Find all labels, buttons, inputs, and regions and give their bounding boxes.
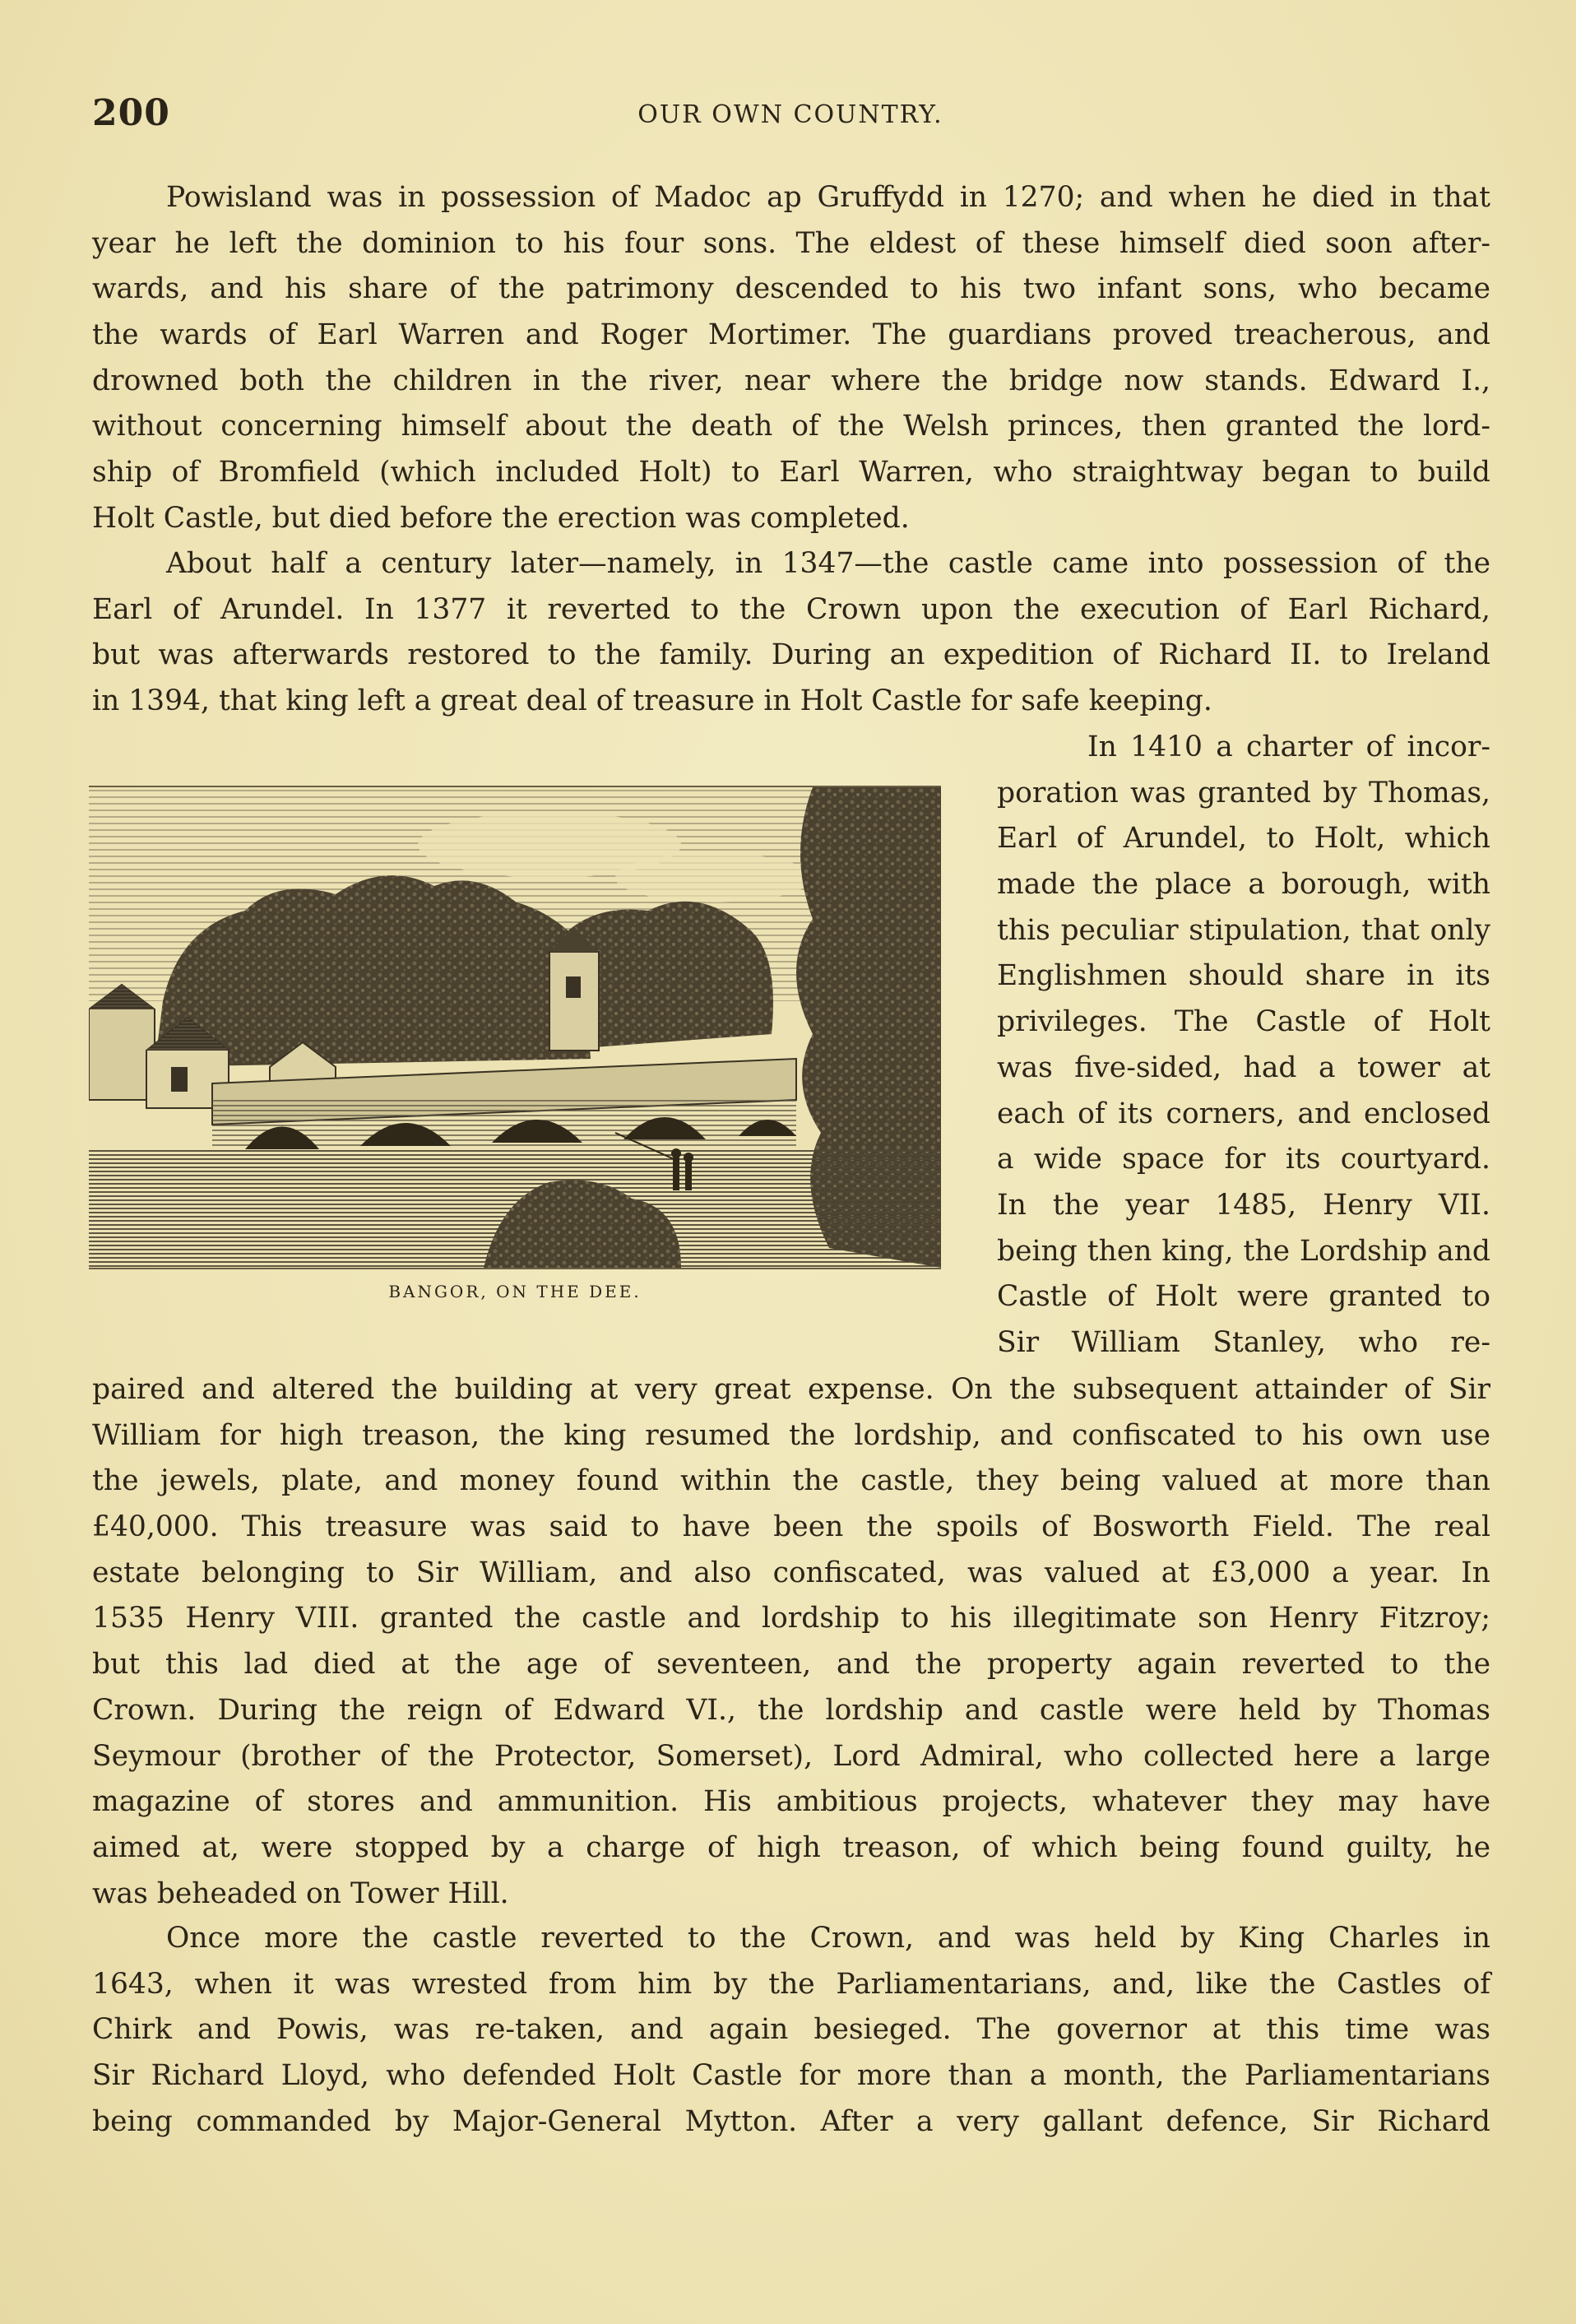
page-number: 200 (92, 92, 170, 134)
text-line: Once more the castle reverted to the Crown, and was held by King Charles in (166, 1922, 1490, 1955)
text-line: each of its corners, and enclosed (997, 1097, 1490, 1130)
illustration-caption: BANGOR, ON THE DEE. (388, 1282, 642, 1301)
running-title: OUR OWN COUNTRY. (637, 100, 943, 129)
text-line: About half a century later—namely, in 1347—the castle came into possession of the (166, 547, 1490, 580)
text-line: without concerning himself about the death of the Welsh princes, then granted the lord- (92, 410, 1490, 443)
text-line: the jewels, plate, and money found within the castle, they being valued at more than (92, 1464, 1490, 1498)
text-line: Powisland was in possession of Madoc ap Gruffydd in 1270; and when he died in that (166, 181, 1490, 214)
running-head (92, 92, 1489, 141)
text-line: Castle of Holt were granted to (997, 1280, 1490, 1314)
paragraph-4 (92, 1916, 1490, 2145)
engraving-bangor-on-the-dee (89, 786, 941, 1269)
text-line: in 1394, that king left a great deal of treasure in Holt Castle for safe keeping. (92, 684, 1212, 718)
paragraph-3-continued (92, 1367, 1490, 1917)
text-line: William for high treason, the king resumed the lordship, and confiscated to his own use (92, 1418, 1490, 1452)
text-line: was five-sided, had a tower at (997, 1051, 1490, 1084)
text-line: drowned both the children in the river, near where the bridge now stands. Edward I., (92, 364, 1490, 397)
paragraph-3-wrapped (997, 725, 1490, 1366)
paragraph-2 (92, 541, 1490, 725)
text-line: 1535 Henry VIII. granted the castle and lordship to his illegitimate son Henry Fitzroy; (92, 1602, 1490, 1635)
text-line: poration was granted by Thomas, (997, 776, 1490, 809)
text-line: £40,000. This treasure was said to have been the spoils of Bosworth Field. The real (92, 1510, 1490, 1544)
text-line: Englishmen should share in its (997, 959, 1490, 993)
paragraph-1 (92, 175, 1490, 542)
text-line: Earl of Arundel, to Holt, which (997, 822, 1490, 856)
text-line: In 1410 a charter of incor- (1087, 731, 1490, 763)
text-line: aimed at, were stopped by a charge of high treason, of which being found guilty, he (92, 1830, 1490, 1864)
text-line: Chirk and Powis, was re-taken, and again besieged. The governor at this time was (92, 2013, 1490, 2047)
text-line: In the year 1485, Henry VII. (997, 1188, 1490, 1222)
text-line: Seymour (brother of the Protector, Somerset), Lord Admiral, who collected here a large (92, 1739, 1490, 1773)
text-line: being then king, the Lordship and (997, 1234, 1490, 1268)
text-line: the wards of Earl Warren and Roger Mortimer. The guardians proved treacherous, and (92, 318, 1490, 352)
text-line: Holt Castle, but died before the erection was completed. (92, 501, 910, 535)
text-line: Earl of Arundel. In 1377 it reverted to the Crown upon the execution of Earl Richard, (92, 592, 1490, 626)
engraving-image (89, 787, 941, 1268)
text-line: Crown. During the reign of Edward VI., the lordship and castle were held by Thomas (92, 1693, 1490, 1727)
text-line: estate belonging to Sir William, and also confiscated, was valued at £3,000 a year. In (92, 1556, 1490, 1589)
text-line: year he left the dominion to his four sons. The eldest of these himself died soon after- (92, 226, 1490, 260)
text-line: made the place a borough, with (997, 868, 1490, 902)
text-line: ship of Bromfield (which included Holt) to Earl Warren, who straightway began to build (92, 456, 1490, 489)
text-line: being commanded by Major-General Mytton. After a very gallant defence, Sir Richard (92, 2104, 1490, 2138)
text-line: Sir Richard Lloyd, who defended Holt Castle for more than a month, the Parliamentarians (92, 2059, 1490, 2093)
text-line: this peculiar stipulation, that only (997, 913, 1490, 947)
text-line: wards, and his share of the patrimony descended to his two infant sons, who became (92, 272, 1490, 306)
text-line: magazine of stores and ammunition. His ambitious projects, whatever they may have (92, 1785, 1490, 1819)
text-line: paired and altered the building at very great expense. On the subsequent attainder of Sir (92, 1373, 1490, 1406)
text-line: a wide space for its courtyard. (997, 1143, 1490, 1176)
text-line: was beheaded on Tower Hill. (92, 1876, 509, 1910)
text-line: Sir William Stanley, who re- (997, 1325, 1490, 1359)
text-line: but was afterwards restored to the family. During an expedition of Richard II. to Ireland (92, 638, 1490, 672)
text-line: but this lad died at the age of seventeen, and the property again reverted to the (92, 1648, 1490, 1682)
text-line: 1643, when it was wrested from him by the Parliamentarians, and, like the Castles of (92, 1967, 1490, 2001)
text-line: privileges. The Castle of Holt (997, 1005, 1490, 1039)
